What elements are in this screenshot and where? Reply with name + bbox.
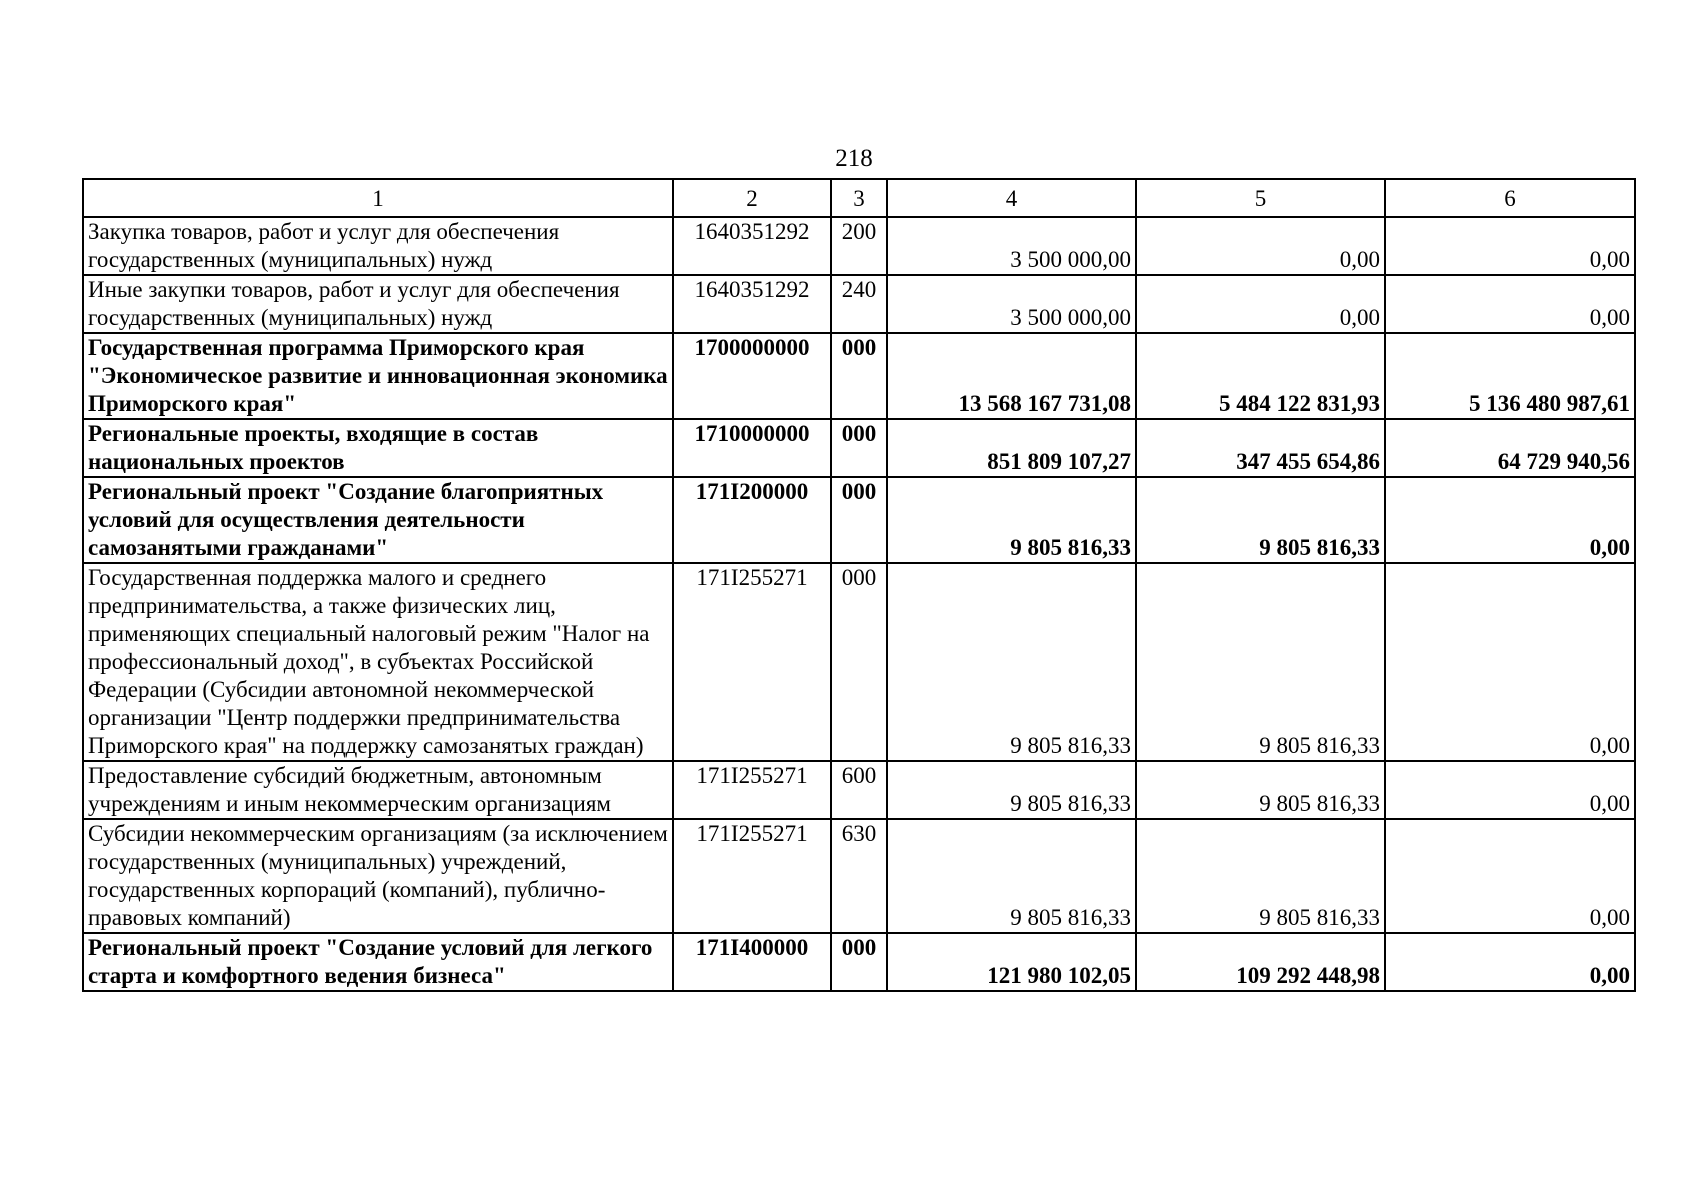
target-code-cell: 1710000000 — [673, 419, 831, 477]
table-row — [83, 275, 1635, 333]
budget-table — [82, 178, 1636, 992]
table-row — [83, 333, 1635, 419]
expense-type-cell: 000 — [831, 477, 887, 563]
target-code-cell: 171I255271 — [673, 563, 831, 761]
amount-col4-cell: 13 568 167 731,08 — [887, 333, 1136, 419]
expense-type-cell: 000 — [831, 419, 887, 477]
header-cell-3: 3 — [831, 179, 887, 217]
expense-type-cell: 240 — [831, 275, 887, 333]
target-code-cell: 171I400000 — [673, 933, 831, 991]
header-row — [83, 179, 1635, 217]
target-code-cell: 1640351292 — [673, 275, 831, 333]
amount-col6-cell: 0,00 — [1385, 477, 1635, 563]
amount-col6-cell: 0,00 — [1385, 275, 1635, 333]
item-name-cell: Закупка товаров, работ и услуг для обеспечения государственных (муниципальных) нужд — [83, 217, 673, 275]
table-row — [83, 217, 1635, 275]
target-code-cell: 171I200000 — [673, 477, 831, 563]
amount-col5-cell: 9 805 816,33 — [1136, 819, 1385, 933]
amount-col4-cell: 9 805 816,33 — [887, 563, 1136, 761]
amount-col6-cell: 0,00 — [1385, 761, 1635, 819]
header-cell-2: 2 — [673, 179, 831, 217]
amount-col4-cell: 3 500 000,00 — [887, 275, 1136, 333]
item-name-cell: Государственная поддержка малого и среднего предпринимательства, а также физических лиц, применяющих специальный налоговый режим "Налог на профессиональный доход", в субъектах Российской Федерации (Субсидии автономной некоммерческой организации "Центр поддержки предпринимательства Приморского края" на поддержку самозанятых граждан) — [83, 563, 673, 761]
target-code-cell: 171I255271 — [673, 819, 831, 933]
page-number: 218 — [835, 145, 873, 172]
expense-type-cell: 000 — [831, 333, 887, 419]
amount-col5-cell: 9 805 816,33 — [1136, 761, 1385, 819]
item-name-cell: Региональный проект "Создание благоприятных условий для осуществления деятельности самозанятыми гражданами" — [83, 477, 673, 563]
amount-col5-cell: 9 805 816,33 — [1136, 563, 1385, 761]
amount-col5-cell: 0,00 — [1136, 217, 1385, 275]
amount-col4-cell: 851 809 107,27 — [887, 419, 1136, 477]
expense-type-cell: 600 — [831, 761, 887, 819]
target-code-cell: 1700000000 — [673, 333, 831, 419]
amount-col4-cell: 9 805 816,33 — [887, 761, 1136, 819]
amount-col4-cell: 121 980 102,05 — [887, 933, 1136, 991]
amount-col6-cell: 0,00 — [1385, 933, 1635, 991]
expense-type-cell: 200 — [831, 217, 887, 275]
header-cell-5: 5 — [1136, 179, 1385, 217]
amount-col5-cell: 347 455 654,86 — [1136, 419, 1385, 477]
table-row — [83, 477, 1635, 563]
item-name-cell: Региональные проекты, входящие в состав национальных проектов — [83, 419, 673, 477]
table-row — [83, 563, 1635, 761]
amount-col6-cell: 0,00 — [1385, 217, 1635, 275]
table-row — [83, 761, 1635, 819]
amount-col6-cell: 0,00 — [1385, 819, 1635, 933]
header-cell-6: 6 — [1385, 179, 1635, 217]
table-body — [83, 217, 1635, 991]
target-code-cell: 1640351292 — [673, 217, 831, 275]
amount-col6-cell: 5 136 480 987,61 — [1385, 333, 1635, 419]
expense-type-cell: 000 — [831, 563, 887, 761]
item-name-cell: Государственная программа Приморского края "Экономическое развитие и инновационная экономика Приморского края" — [83, 333, 673, 419]
amount-col6-cell: 0,00 — [1385, 563, 1635, 761]
amount-col5-cell: 109 292 448,98 — [1136, 933, 1385, 991]
expense-type-cell: 630 — [831, 819, 887, 933]
amount-col5-cell: 5 484 122 831,93 — [1136, 333, 1385, 419]
amount-col6-cell: 64 729 940,56 — [1385, 419, 1635, 477]
item-name-cell: Субсидии некоммерческим организациям (за исключением государственных (муниципальных) учреждений, государственных корпораций (компаний), публично-правовых компаний) — [83, 819, 673, 933]
amount-col4-cell: 9 805 816,33 — [887, 819, 1136, 933]
amount-col5-cell: 0,00 — [1136, 275, 1385, 333]
header-cell-1: 1 — [83, 179, 673, 217]
item-name-cell: Предоставление субсидий бюджетным, автономным учреждениям и иным некоммерческим организациям — [83, 761, 673, 819]
expense-type-cell: 000 — [831, 933, 887, 991]
item-name-cell: Иные закупки товаров, работ и услуг для обеспечения государственных (муниципальных) нужд — [83, 275, 673, 333]
table-row — [83, 819, 1635, 933]
item-name-cell: Региональный проект "Создание условий для легкого старта и комфортного ведения бизнеса" — [83, 933, 673, 991]
target-code-cell: 171I255271 — [673, 761, 831, 819]
amount-col5-cell: 9 805 816,33 — [1136, 477, 1385, 563]
table-row — [83, 933, 1635, 991]
header-cell-4: 4 — [887, 179, 1136, 217]
amount-col4-cell: 9 805 816,33 — [887, 477, 1136, 563]
table-row — [83, 419, 1635, 477]
amount-col4-cell: 3 500 000,00 — [887, 217, 1136, 275]
